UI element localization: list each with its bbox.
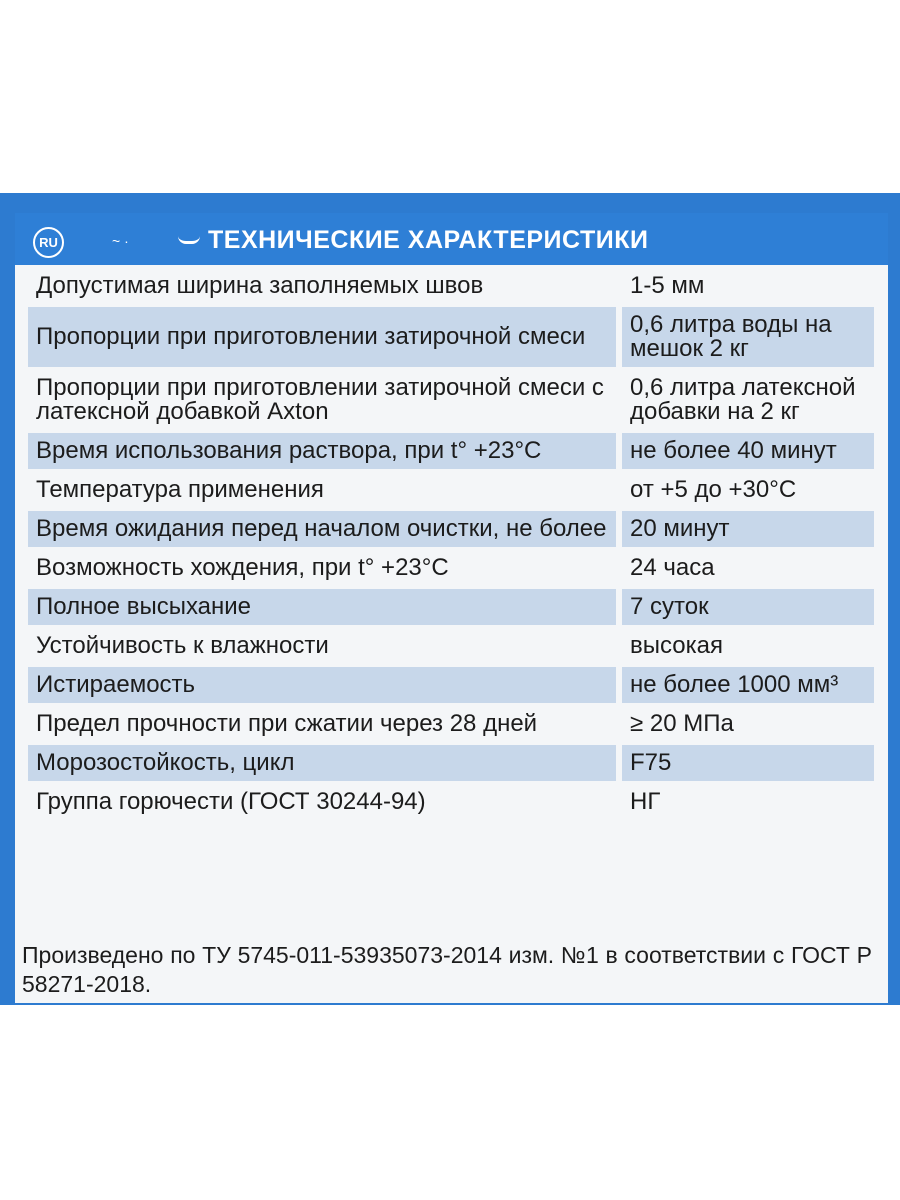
spec-param: Группа горючести (ГОСТ 30244-94) (36, 788, 426, 815)
spec-param: Пропорции при приготовлении затирочной смеси с латексной добавкой Axton (36, 374, 604, 425)
spec-param: Температура применения (36, 476, 324, 503)
standards-note: Произведено по ТУ 5745-011-53935073-2014 изм. №1 в соответствии с ГОСТ Р 58271-2018. (22, 942, 872, 997)
spec-value: от +5 до +30°С (630, 476, 797, 503)
spec-row (28, 706, 874, 742)
spec-value: 24 часа (630, 554, 715, 581)
spec-row (28, 628, 874, 664)
spec-value: высокая (630, 632, 723, 659)
spec-param: Устойчивость к влажности (36, 632, 329, 659)
spec-row (28, 784, 874, 820)
spec-value: 20 минут (622, 511, 874, 547)
spec-row (28, 307, 874, 367)
spec-row (28, 550, 874, 586)
spec-title: ТЕХНИЧЕСКИЕ ХАРАКТЕРИСТИКИ (208, 226, 649, 254)
spec-row (28, 472, 874, 508)
spec-row (28, 433, 874, 469)
spec-row (28, 667, 874, 703)
spec-row (28, 745, 874, 781)
spec-value: не более 1000 мм³ (622, 667, 874, 703)
spec-row (28, 370, 874, 430)
spec-value: НГ (630, 788, 661, 815)
spec-param: Истираемость (28, 667, 616, 703)
spec-value: F75 (622, 745, 874, 781)
spec-value: не более 40 минут (622, 433, 874, 469)
spec-value: 7 суток (622, 589, 874, 625)
spec-row (28, 589, 874, 625)
spec-param: Пропорции при приготовлении затирочной смеси (28, 307, 616, 367)
spec-value: 1-5 мм (630, 272, 705, 299)
spec-param: Полное высыхание (28, 589, 616, 625)
spec-value: 0,6 литра латексной добавки на 2 кг (630, 374, 856, 425)
language-badge: RU (33, 227, 64, 258)
spec-row (28, 268, 874, 304)
spec-param: Возможность хождения, при t° +23°C (36, 554, 449, 581)
spec-value: ≥ 20 МПа (630, 710, 734, 737)
spec-row (28, 511, 874, 547)
spec-param: Морозостойкость, цикл (28, 745, 616, 781)
spec-param: Предел прочности при сжатии через 28 дней (36, 710, 538, 737)
spec-param: Время использования раствора, при t° +23°C (28, 433, 616, 469)
package-photo (0, 193, 900, 1005)
spec-table (22, 265, 880, 823)
spec-param: Время ожидания перед началом очистки, не более (28, 511, 616, 547)
wave-decoration-icon: ~ · (112, 233, 129, 249)
spec-value: 0,6 литра воды на мешок 2 кг (622, 307, 874, 367)
spec-param: Допустимая ширина заполняемых швов (36, 272, 484, 299)
